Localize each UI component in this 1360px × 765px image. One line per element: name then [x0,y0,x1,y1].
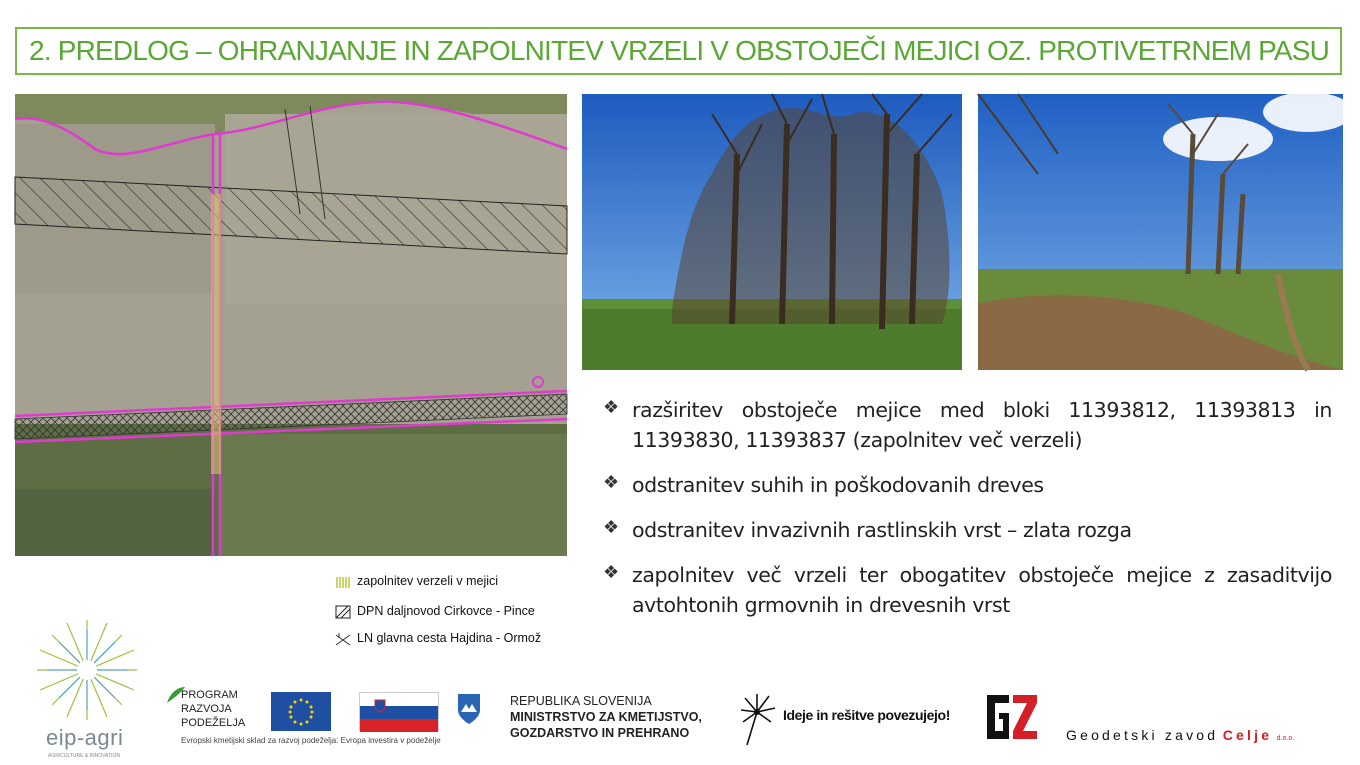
legend-item [357,631,541,645]
photo-tree-row [582,94,962,370]
gz-name: Geodetski zavod [1066,727,1219,743]
photo-hedge-field [978,94,1343,370]
eu-flag [271,692,331,731]
bullet-text: odstranitev suhih in poškodovanih dreves [632,473,1044,497]
legend-label: zapolnitev verzeli v mejici [357,574,499,588]
diamond-bullet-icon: ❖ [603,397,620,417]
diamond-bullet-icon: ❖ [603,517,620,537]
gz-logo [983,689,1039,745]
eip-agri-name: eip-agri [46,725,124,750]
slogan: Ideje in rešitve povezujejo! [783,707,950,723]
program-caption: Evropski kmetijski sklad za razvoj podeželja: Evropa investira v podeželje [181,736,441,745]
ministry-crest-icon [456,692,482,726]
eip-agri-logo [32,615,142,765]
program-line2: RAZVOJA [181,703,232,715]
legend-label: LN glavna cesta Hajdina - Ormož [357,631,542,645]
gz-suffix: d.o.o. [1276,735,1295,742]
legend-item [357,574,498,588]
ministry-line3: GOZDARSTVO IN PREHRANO [510,726,690,740]
eip-agri-tagline: AGRICULTURE & INNOVATION [48,753,120,759]
gz-city: Celje [1222,727,1273,743]
ministry-text [510,694,730,746]
gz-mark-icon [983,689,1039,745]
eu-stars-icon [271,692,331,731]
bullet-text: razširitev obstoječe mejice med bloki 11393812, 11393813 in 11393830, 11393837 (zapolnitev več verzeli) [632,398,1332,452]
dandelion-icon [737,690,779,746]
bullet-text: odstranitev invazivnih rastlinskih vrst – zlata rozga [632,518,1132,542]
eip-burst-icon [32,615,142,725]
crosshatch-icon [335,632,351,646]
diamond-bullet-icon: ❖ [603,562,620,582]
map-image [15,94,567,556]
ministry-line2: MINISTRSTVO ZA KMETIJSTVO, [510,710,702,724]
gz-company [1066,727,1326,749]
aerial-map [15,94,567,645]
hatched-square-icon [335,605,351,619]
coat-of-arms-icon [374,699,386,713]
page-title: 2. PREDLOG – OHRANJANJE IN ZAPOLNITEV VRZELI V OBSTOJEČI MEJICI OZ. PROTIVETRNEM PASU [29,35,1330,66]
diamond-bullet-icon: ❖ [603,472,620,492]
bullet-text: zapolnitev več vrzeli ter obogatitev obstoječe mejice z zasaditvijo avtohtonih grmovnih in drevesnih vrst [632,563,1332,617]
slovenia-flag [359,692,439,731]
program-line1: PROGRAM [181,689,238,701]
title-box [15,27,1342,75]
hedge-gap-symbol-icon [335,575,351,589]
legend-item [357,604,535,618]
map-legend [329,567,567,650]
ministry-line1: REPUBLIKA SLOVENIJA [510,694,652,708]
program-line3: PODEŽELJA [181,717,246,729]
legend-label: DPN daljnovod Cirkovce - Pince [357,604,535,618]
